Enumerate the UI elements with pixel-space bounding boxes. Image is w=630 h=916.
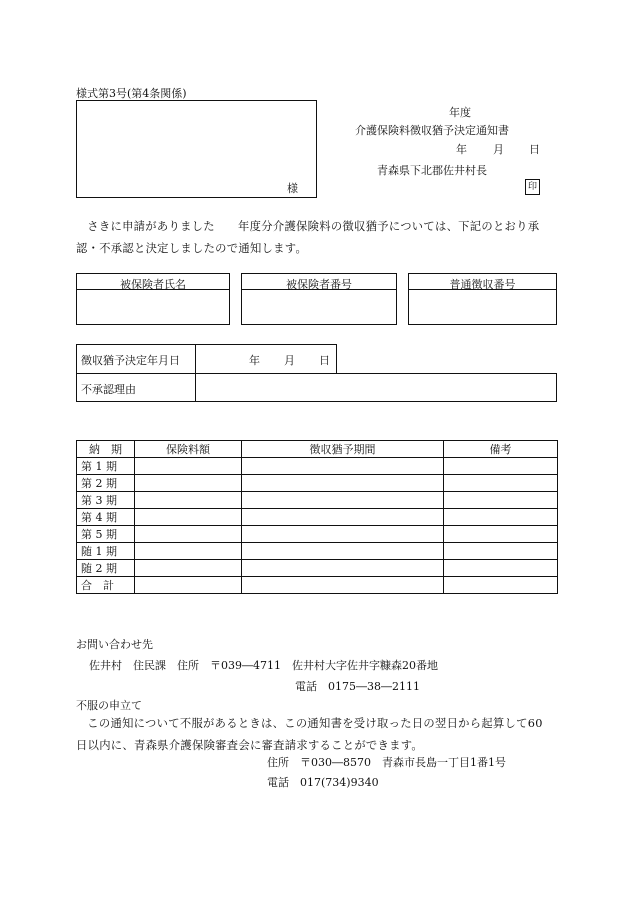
- issue-date-month: 月: [493, 143, 504, 156]
- table-row-total: [77, 577, 558, 594]
- installment-header-row: [77, 441, 558, 458]
- insured-number-label: 被保険者番号: [286, 278, 352, 291]
- header-payment-period: 納 期: [77, 441, 135, 458]
- normal-collection-number-divider: [408, 289, 557, 290]
- appeal-text: この通知について不服があるときは、この通知書を受け取った日の翌日から起算して60日以内に、青森県介護保険審査会に審査請求することができます。: [76, 717, 543, 752]
- decision-date-divider: [195, 344, 196, 374]
- header-deferral-period: 徴収猶予期間: [242, 441, 444, 458]
- document-title: 介護保険料徴収猶予決定通知書: [355, 124, 509, 137]
- issue-date-day: 日: [529, 143, 540, 156]
- decision-date-day: 日: [319, 354, 330, 367]
- appeal-address: 住所 〒030―8570 青森市長島一丁目1番1号: [267, 756, 506, 769]
- addressee-box: [76, 100, 317, 198]
- contact-address: 佐井村 住民課 住所 〒039―4711 佐井村大字佐井字糠森20番地: [89, 659, 438, 672]
- period-label: 第 1 期: [77, 458, 135, 475]
- table-row: [77, 492, 558, 509]
- header-premium-amount: 保険料額: [135, 441, 242, 458]
- decision-date-label: 徴収猶予決定年月日: [81, 354, 180, 367]
- period-label: 第 2 期: [77, 475, 135, 492]
- rejection-reason-box: [76, 373, 557, 402]
- table-row: [77, 526, 558, 543]
- contact-phone: 電話 0175―38―2111: [295, 680, 420, 693]
- insured-name-label: 被保険者氏名: [120, 278, 186, 291]
- rejection-reason-label: 不承認理由: [81, 383, 136, 396]
- table-row: [77, 543, 558, 560]
- period-label: 第 4 期: [77, 509, 135, 526]
- table-row: [77, 560, 558, 577]
- insured-name-divider: [76, 289, 230, 290]
- period-label: 第 3 期: [77, 492, 135, 509]
- normal-collection-number-label: 普通徴収番号: [449, 278, 516, 291]
- issue-date-year: 年: [456, 143, 467, 156]
- table-row: [77, 475, 558, 492]
- form-number: 様式第3号(第4条関係): [76, 87, 187, 100]
- rejection-reason-divider: [195, 373, 196, 402]
- period-label: 随 2 期: [77, 560, 135, 577]
- notice-paragraph: さきに申請がありました 年度分介護保険料の徴収猶予については、下記のとおり承認・不承認と決定しましたので通知します。: [76, 220, 540, 255]
- issuer-name: 青森県下北郡佐井村長: [377, 164, 487, 177]
- appeal-phone: 電話 017(734)9340: [267, 776, 379, 789]
- installment-table: [76, 440, 558, 594]
- contact-heading: お問い合わせ先: [76, 638, 153, 651]
- total-label: 合 計: [77, 577, 135, 594]
- addressee-suffix: 様: [287, 182, 298, 195]
- header-remarks: 備考: [444, 441, 558, 458]
- decision-date-month: 月: [284, 354, 295, 367]
- decision-date-year: 年: [249, 354, 260, 367]
- table-row: [77, 509, 558, 526]
- insured-number-divider: [241, 289, 397, 290]
- seal-mark: 印: [525, 179, 540, 195]
- period-label: 第 5 期: [77, 526, 135, 543]
- fiscal-year-label: 年度: [449, 106, 471, 119]
- period-label: 随 1 期: [77, 543, 135, 560]
- table-row: [77, 458, 558, 475]
- appeal-heading: 不服の申立て: [76, 699, 142, 712]
